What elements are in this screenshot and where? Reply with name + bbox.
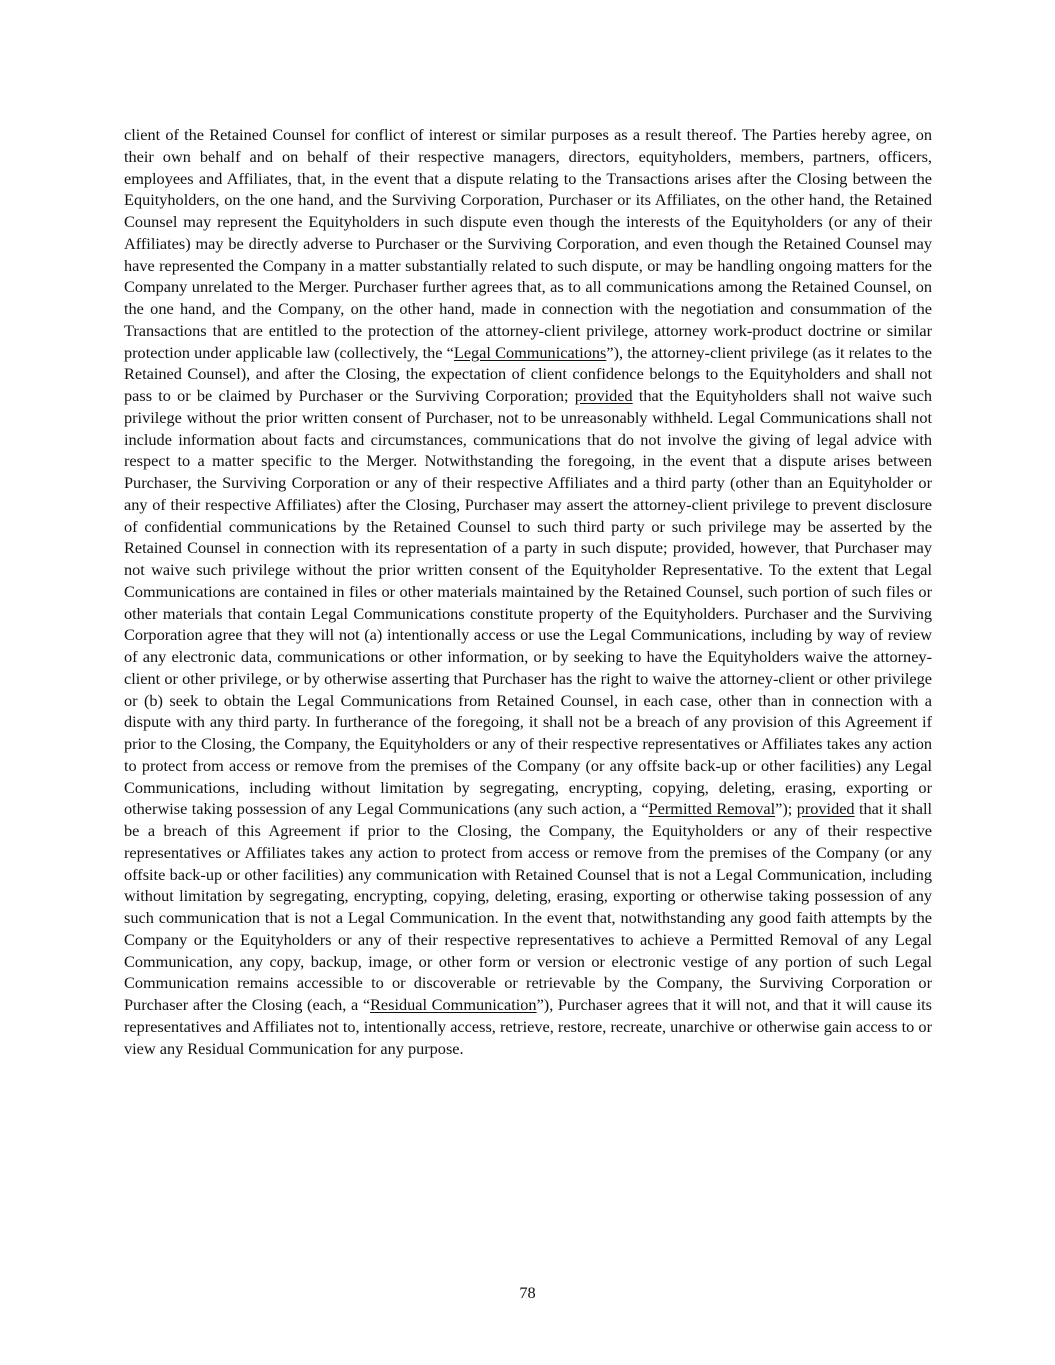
text-run: that it shall be a breach of this Agreement if prior to the Closing, the Company, the Equityholders or any of their respective representatives or Affiliates takes any action to protect from access or remove from the premises of the Company (or any offsite back-up or other facilities) any communication with Retained Counsel that is not a Legal Communication, including without limitation by segregating, encrypting, copying, deleting, erasing, exporting or otherwise taking possession of any such communication that is not a Legal Communication. In the event that, notwithstanding any good faith attempts by the Company or the Equityholders or any of their respective representatives to achieve a Permitted Removal of any Legal Communication, any copy, backup, image, or other form or version or electronic vestige of any portion of such Legal Communication remains accessible to or discoverable or retrievable by the Company, the Surviving Corporation or Purchaser after the Closing (each, a “ [124, 799, 933, 1014]
text-run: ”), Purchaser agrees that it will not, and that it will cause its representatives and Affiliates not to, intentionally access, retrieve, restore, recreate, unarchive or otherwise gain access to or view any Residual Communication for any purpose. [124, 995, 932, 1058]
term-provided: provided [796, 799, 855, 819]
text-run: ”); [775, 799, 797, 819]
text-run: client of the Retained Counsel for conflict of interest or similar purposes as a result thereof. The Parties hereby agree, on their own behalf and on behalf of their respective managers, directors, equityholders, members, partners, officers, employees and Affiliates, that, in the event that a dispute relating to the Transactions arises after the Closing between the Equityholders, on the one hand, and the Surviving Corporation, Purchaser or its Affiliates, on the other hand, the Retained Counsel may represent the Equityholders in such dispute even though the interests of the Equityholders (or any of their Affiliates) may be directly adverse to Purchaser or the Surviving Corporation, and even though the Retained Counsel may have represented the Company in a matter substantially related to such dispute, or may be handling ongoing matters for the Company unrelated to the Merger. Purchaser further agrees that, as to all communications among the Retained Counsel, on the one hand, and the Company, on the other hand, made in connection with the negotiation and consummation of the Transactions that are entitled to the protection of the attorney-client privilege, attorney work-product doctrine or similar protection under applicable law (collectively, the “ [124, 125, 932, 362]
text-run: that the Equityholders shall not waive such privilege without the prior written consent of Purchaser, not to be unreasonably withheld. Legal Communications shall not include information about facts and circumstances, communications that do not involve the giving of legal advice with respect to a matter specific to the Merger. Notwithstanding the foregoing, in the event that a dispute arises between Purchaser, the Surviving Corporation or any of their respective Affiliates and a third party (other than an Equityholder or any of their respective Affiliates) after the Closing, Purchaser may assert the attorney-client privilege to prevent disclosure of confidential communications by the Retained Counsel to such third party or such privilege may be asserted by the Retained Counsel in connection with its representation of a party in such dispute; provided, however, that Purchaser may not waive such privilege without the prior written consent of the Equityholder Representative. To the extent that Legal Communications are contained in files or other materials maintained by the Retained Counsel, such portion of such files or other materials that contain Legal Communications constitute property of the Equityholders. Purchaser and the Surviving Corporation agree that they will not (a) intentionally access or use the Legal Communications, including by way of review of any electronic data, communications or other information, or by seeking to have the Equityholders waive the attorney-client or other privilege, or by otherwise asserting that Purchaser has the right to waive the attorney-client or other privilege or (b) seek to obtain the Legal Communications from Retained Counsel, in each case, other than in connection with a dispute with any third party. In furtherance of the foregoing, it shall not be a breach of any provision of this Agreement if prior to the Closing, the Company, the Equityholders or any of their respective representatives or Affiliates takes any action to protect from access or remove from the premises of the Company (or any offsite back-up or other facilities) any Legal Communications, including without limitation by segregating, encrypting, copying, deleting, erasing, exporting or otherwise taking possession of any Legal Communications (any such action, a “ [124, 386, 933, 819]
defined-term-permitted-removal: Permitted Removal [648, 799, 776, 819]
body-paragraph [124, 124, 932, 1059]
defined-term-legal-communications: Legal Communications [453, 342, 607, 362]
defined-term-residual-communication: Residual Communication [370, 995, 537, 1014]
text-run: ”), the attorney-client privilege (as it relates to the Retained Counsel), and after the Closing, the expectation of client confidence belongs to the Equityholders and shall not pass to or be claimed by Purchaser or the Surviving Corporation; [124, 342, 932, 405]
term-provided: provided [574, 386, 633, 405]
page-number: 78 [519, 1283, 536, 1302]
